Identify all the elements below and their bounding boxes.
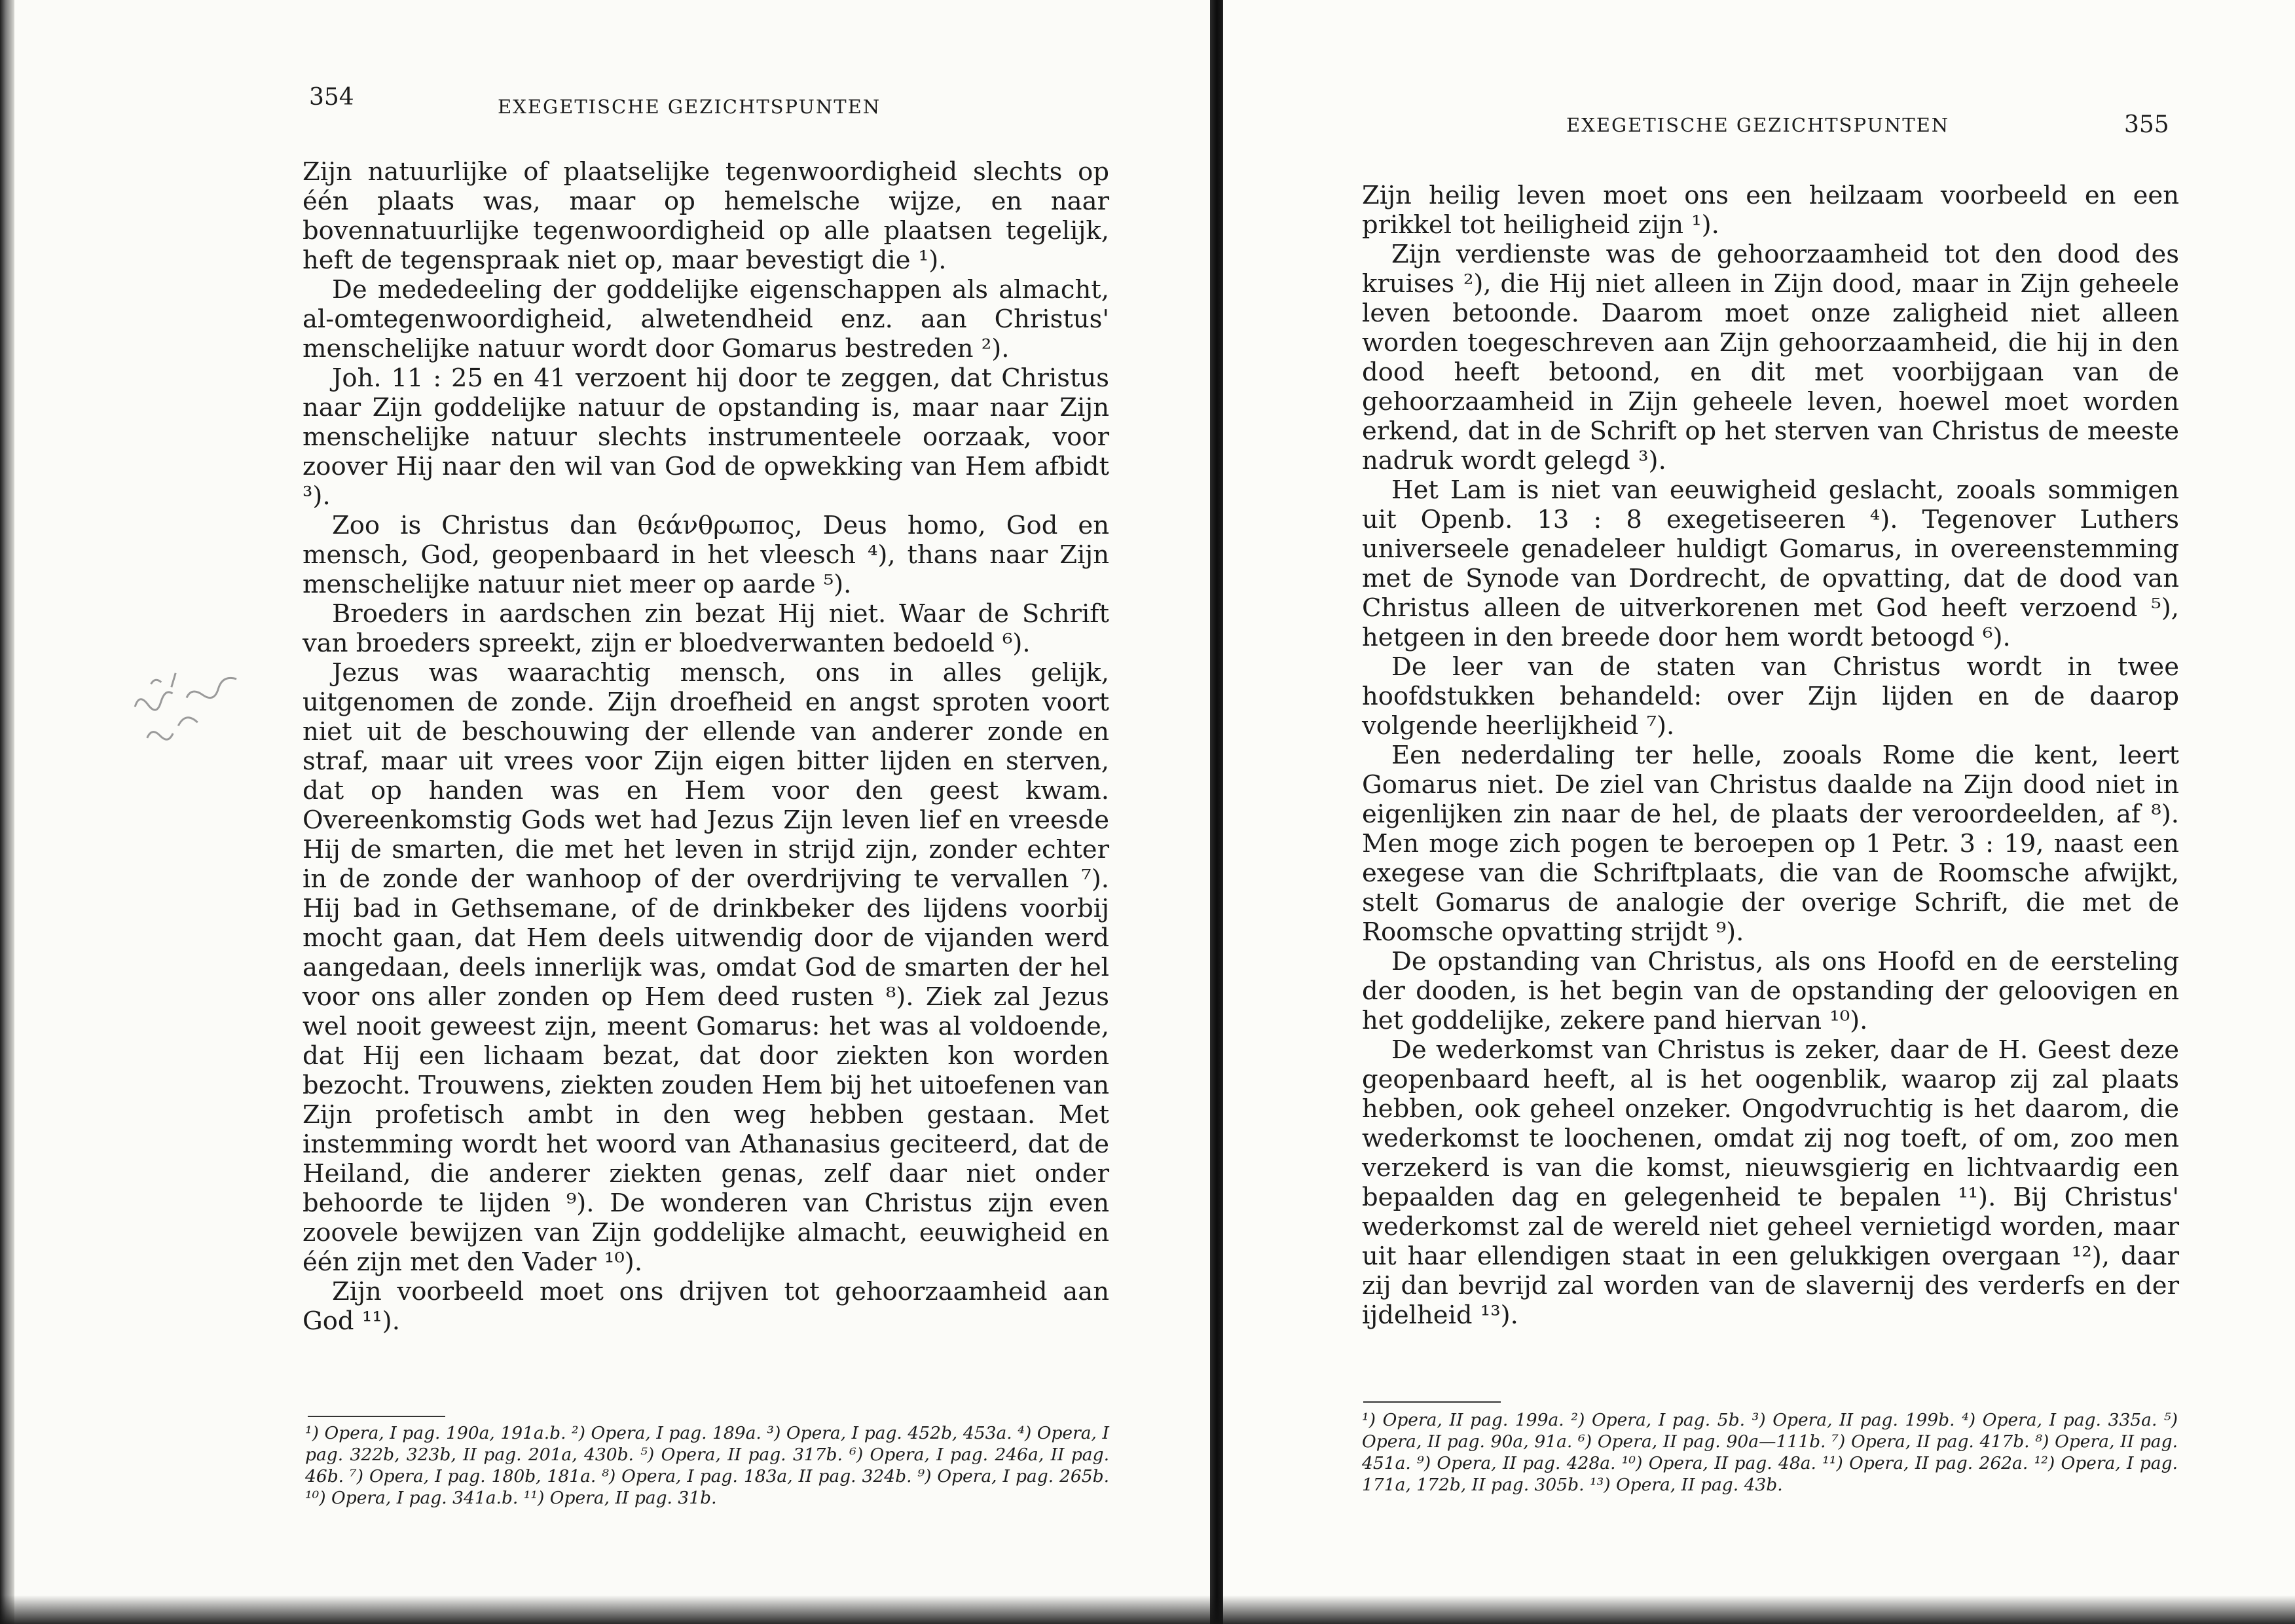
paragraph: De opstanding van Christus, als ons Hoofd en de eersteling der dooden, is het begin van de opstanding der geloovigen en het goddelijke, zekere pand hiervan ¹⁰). [1362, 947, 2179, 1035]
paragraph: De leer van de staten van Christus wordt in twee hoofdstukken behandeld: over Zijn lijden en de daarop volgende heerlijkheid ⁷). [1362, 652, 2179, 741]
paragraph: Zijn natuurlijke of plaatselijke tegenwoordigheid slechts op één plaats was, maar op hemelsche wijze, en naar bovennatuurlijke tegenwoordigheid op alle plaatsen tegelijk, heft de tegenspraak niet op, maar bevestigt die ¹). [303, 157, 1109, 275]
right-body-text [1362, 181, 2179, 1330]
footnote-rule [1363, 1401, 1501, 1403]
page-edge-shadow [0, 0, 14, 1624]
scan-bottom-shadow [0, 1595, 2295, 1624]
paragraph: Zijn voorbeeld moet ons drijven tot gehoorzaamheid aan God ¹¹). [303, 1277, 1109, 1336]
right-page [1223, 0, 2295, 1624]
pencil-scribble-icon [122, 643, 287, 766]
running-head-left: EXEGETISCHE GEZICHTSPUNTEN [498, 96, 881, 118]
footnote-rule [308, 1416, 445, 1417]
paragraph: Zijn heilig leven moet ons een heilzaam voorbeeld en een prikkel tot heiligheid zijn ¹). [1362, 181, 2179, 240]
paragraph: Jezus was waarachtig mensch, ons in alles gelijk, uitgenomen de zonde. Zijn droefheid en angst sproten voort niet uit de beschouwing der ellende van anderer zonde en straf, maar uit vrees voor Zijn eigen bitter lijden en sterven, dat op handen was en Hem voor den geest kwam. Overeenkomstig Gods wet had Jezus Zijn leven lief en vreesde Hij de smarten, die met het leven in strijd zijn, zonder echter in de zonde der wanhoop of der overdrijving te vervallen ⁷). Hij bad in Gethsemane, of de drinkbeker des lijdens voorbij mocht gaan, dat Hem deels uitwendig door de vijanden werd aangedaan, deels innerlijk was, omdat God de smarten der hel voor ons aller zonden op Hem deed rusten ⁸). Ziek zal Jezus wel nooit geweest zijn, meent Gomarus: het was al voldoende, dat Hij een lichaam bezat, dat door ziekten kon worden bezocht. Trouwens, ziekten zouden Hem bij het uitoefenen van Zijn profetisch ambt in den weg hebben gestaan. Met instemming wordt het woord van Athanasius geciteerd, dat de Heiland, die anderer ziekten genas, zelf daar niet onder behoorde te lijden ⁹). De wonderen van Christus zijn even zoovele bewijzen van Zijn goddelijke almacht, eeuwigheid en één zijn met den Vader ¹⁰). [303, 658, 1109, 1277]
paragraph: Zijn verdienste was de gehoorzaamheid tot den dood des kruises ²), die Hij niet alleen in Zijn dood, maar in Zijn geheele leven betoonde. Daarom moet onze zaligheid niet alleen worden toegeschreven aan Zijn gehoorzaamheid, die hij in den dood heeft betoond, en dit met voorbijgaan van de gehoorzaamheid in Zijn geheele leven, hoewel moet worden erkend, dat in de Schrift op het sterven van Christus de meeste nadruk wordt gelegd ³). [1362, 240, 2179, 475]
paragraph: Joh. 11 : 25 en 41 verzoent hij door te zeggen, dat Christus naar Zijn goddelijke natuur de opstanding is, maar naar Zijn menschelijke natuur slechts instrumenteele oorzaak, voor zoover Hij naar den wil van God de opwekking van Hem afbidt ³). [303, 363, 1109, 511]
paragraph: Zoo is Christus dan θεάνθρωπος, Deus homo, God en mensch, God, geopenbaard in het vleesch ⁴), thans naar Zijn menschelijke natuur niet meer op aarde ⁵). [303, 511, 1109, 599]
left-footnotes: ¹) Opera, I pag. 190a, 191a.b. ²) Opera, I pag. 189a. ³) Opera, I pag. 452b, 453a. ⁴) Opera, I pag. 322b, 323b, II pag. 201a, 430b. ⁵) Opera, II pag. 317b. ⁶) Opera, I pag. 246a, II pag. 46b. ⁷) Opera, I pag. 180b, 181a. ⁸) Opera, I pag. 183a, II pag. 324b. ⁹) Opera, I pag. 265b. ¹⁰) Opera, I pag. 341a.b. ¹¹) Opera, II pag. 31b. [305, 1423, 1109, 1508]
paragraph: De wederkomst van Christus is zeker, daar de H. Geest deze geopenbaard heeft, al is het oogenblik, waarop zij zal plaats hebben, ook geheel onzeker. Ongodvruchtig is het daarom, die wederkomst te loochenen, omdat zij nog toeft, of om, zoo men verzekerd is van die komst, nieuwsgierig en lichtvaardig een bepaalden dag en gelegenheid te bepalen ¹¹). Bij Christus' wederkomst zal de wereld niet geheel vernietigd worden, maar uit haar ellendigen staat in een gelukkigen overgaan ¹²), daar zij dan bevrijd zal worden van de slavernij des verderfs en der ijdelheid ¹³). [1362, 1035, 2179, 1330]
pencil-margin-scribble [122, 642, 295, 772]
paragraph: De mededeeling der goddelijke eigenschappen als almacht, al-omtegenwoordigheid, alwetendheid enz. aan Christus' menschelijke natuur wordt door Gomarus bestreden ²). [303, 275, 1109, 363]
right-footnotes: ¹) Opera, II pag. 199a. ²) Opera, I pag. 5b. ³) Opera, II pag. 199b. ⁴) Opera, I pag. 335a. ⁵) Opera, II pag. 90a, 91a. ⁶) Opera, II pag. 90a—111b. ⁷) Opera, II pag. 417b. ⁸) Opera, II pag. 451a. ⁹) Opera, II pag. 428a. ¹⁰) Opera, II pag. 48a. ¹¹) Opera, II pag. 262a. ¹²) Opera, I pag. 171a, 172b, II pag. 305b. ¹³) Opera, II pag. 43b. [1362, 1410, 2178, 1495]
paragraph: Het Lam is niet van eeuwigheid geslacht, zooals sommigen uit Openb. 13 : 8 exegetiseeren ⁴). Tegenover Luthers universeele genadeleer huldigt Gomarus, in overeenstemming met de Synode van Dordrecht, de opvatting, dat de dood van Christus alleen de uitverkorenen met God heeft verzoend ⁵), hetgeen in den breede door hem wordt betoogd ⁶). [1362, 475, 2179, 652]
page-number-right: 355 [2124, 111, 2169, 138]
left-body-text [303, 157, 1109, 1336]
running-head-right: EXEGETISCHE GEZICHTSPUNTEN [1566, 114, 1950, 136]
paragraph: Broeders in aardschen zin bezat Hij niet. Waar de Schrift van broeders spreekt, zijn er bloedverwanten bedoeld ⁶). [303, 599, 1109, 658]
paragraph: Een nederdaling ter helle, zooals Rome die kent, leert Gomarus niet. De ziel van Christus daalde na Zijn dood niet in eigenlijken zin naar de hel, de plaats der veroordeelden, af ⁸). Men moge zich pogen te beroepen op 1 Petr. 3 : 19, naast een exegese van die Schriftplaats, die van de Roomsche afwijkt, stelt Gomarus de analogie der overige Schrift, die met de Roomsche opvatting strijdt ⁹). [1362, 741, 2179, 947]
page-number-left: 354 [309, 84, 354, 111]
